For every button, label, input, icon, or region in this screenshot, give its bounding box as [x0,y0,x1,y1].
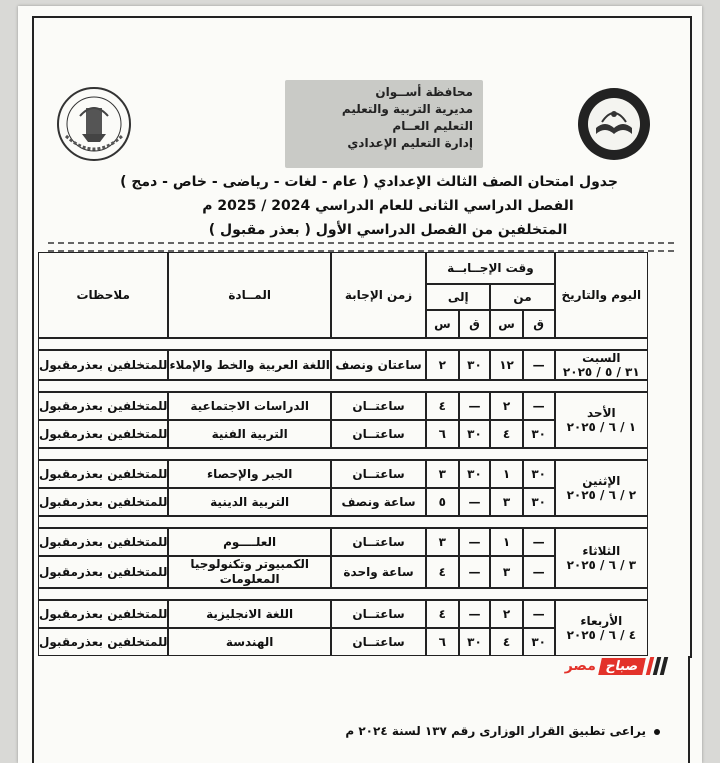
subject-cell: الجبر والإحصاء [168,460,330,488]
exam-title-block [120,170,618,242]
watermark-bars-icon [648,657,666,675]
exam-date: ٤ / ٦ / ٢٠٢٥ [566,628,637,642]
to-minute-cell: ٣٠ [459,350,491,380]
from-minute-cell: ٣٠ [523,460,555,488]
to-minute-cell: — [459,488,491,516]
day-date-cell [555,392,648,448]
day-name: الثلاثاء [582,544,621,558]
notes-cell: للمتخلفين بعذرمقبول [38,556,168,588]
from-hour-cell: ٣ [490,488,522,516]
from-hour-cell: ٢ [490,600,522,628]
exam-date: ٣١ / ٥ / ٢٠٢٥ [562,365,640,379]
header-notes: ملاحظات [38,252,168,338]
from-hour-cell: ٤ [490,420,522,448]
header-from-hour: س [490,310,522,338]
from-hour-cell: ٤ [490,628,522,656]
from-hour-cell: ١٢ [490,350,522,380]
header-subject: المــادة [168,252,330,338]
from-minute-cell: — [523,556,555,588]
education-directorate-seal-icon [56,86,132,162]
subject-cell: التربية الدينية [168,488,330,516]
watermark-word-sabah: صباح [598,658,646,675]
from-minute-cell: — [523,392,555,420]
exam-title-line-2: الفصل الدراسي الثانى للعام الدراسي 2024 / 2025 م [202,198,574,214]
header-day-date: اليوم والتاريخ [555,252,648,338]
subject-cell: اللغة الانجليزية [168,600,330,628]
to-minute-cell: ٣٠ [459,420,491,448]
to-hour-cell: ٥ [426,488,458,516]
header-answer-time: وقت الإجــابــة [426,252,554,284]
notes-cell: للمتخلفين بعذرمقبول [38,420,168,448]
to-hour-cell: ٣ [426,460,458,488]
ministry-book-emblem-icon [576,86,652,162]
day-date-cell [555,528,648,588]
table-row [38,460,648,488]
day-name: الإثنين [582,474,621,488]
day-name: الأحد [586,406,616,420]
bullet-icon [654,729,660,735]
gov-line-3: التعليم العــام [392,119,473,133]
notes-cell: للمتخلفين بعذرمقبول [38,600,168,628]
gov-line-1: محافظة أســوان [375,85,473,99]
from-minute-cell: ٣٠ [523,488,555,516]
table-gap [38,380,648,392]
table-row [38,600,648,628]
watermark-logo [538,655,666,677]
frame-edge-left [32,656,34,763]
to-hour-cell: ٤ [426,600,458,628]
subject-cell: التربية الفنية [168,420,330,448]
header-from: من [490,284,554,310]
to-minute-cell: — [459,600,491,628]
header-to-minute: ق [459,310,491,338]
from-minute-cell: ٣٠ [523,420,555,448]
notes-cell: للمتخلفين بعذرمقبول [38,392,168,420]
subject-cell: العلــــوم [168,528,330,556]
watermark-word-misr: مصر [564,658,596,674]
duration-cell: ساعة واحدة [331,556,426,588]
from-minute-cell: — [523,350,555,380]
exam-title-line-1: جدول امتحان الصف الثالث الإعدادي ( عام - لغات - رياضى - خاص - دمج ) [120,174,618,190]
header-to-hour: س [426,310,458,338]
table-gap [38,588,648,600]
header-from-minute: ق [523,310,555,338]
day-date-cell [555,460,648,516]
to-minute-cell: — [459,528,491,556]
duration-cell: ساعتــان [331,420,426,448]
exam-date: ٣ / ٦ / ٢٠٢٥ [566,558,637,572]
header-duration: زمن الإجابة [331,252,426,338]
duration-cell: ساعتان ونصف [331,350,426,380]
day-name: السبت [582,351,621,365]
to-hour-cell: ٣ [426,528,458,556]
subject-cell: الكمبيوتر وتكنولوجيا المعلومات [168,556,330,588]
footer-note [200,724,660,738]
to-minute-cell: — [459,556,491,588]
to-minute-cell: — [459,392,491,420]
notes-cell: للمتخلفين بعذرمقبول [38,528,168,556]
to-hour-cell: ٦ [426,628,458,656]
table-gap [38,338,648,350]
duration-cell: ساعة ونصف [331,488,426,516]
exam-date: ٢ / ٦ / ٢٠٢٥ [566,488,637,502]
day-name: الأربعاء [580,614,623,628]
table-row [38,528,648,556]
from-minute-cell: — [523,600,555,628]
exam-title-line-3: المتخلفين من الفصل الدراسي الأول ( بعذر مقبول ) [208,222,568,238]
to-hour-cell: ٤ [426,556,458,588]
table-row [38,392,648,420]
from-hour-cell: ١ [490,460,522,488]
to-hour-cell: ٢ [426,350,458,380]
to-minute-cell: ٣٠ [459,460,491,488]
table-gap [38,448,648,460]
from-hour-cell: ١ [490,528,522,556]
subject-cell: الدراسات الاجتماعية [168,392,330,420]
duration-cell: ساعتــان [331,460,426,488]
exam-date: ١ / ٦ / ٢٠٢٥ [566,420,637,434]
table-gap [38,516,648,528]
day-date-cell [555,600,648,656]
subject-cell: الهندسة [168,628,330,656]
footer-note-text: يراعى تطبيق القرار الوزارى رقم ١٣٧ لسنة ٢٠٢٤ م [345,724,646,738]
header-to: إلى [426,284,490,310]
gov-line-4: إدارة التعليم الإعدادي [347,136,473,150]
subject-cell: اللغة العربية والخط والإملاء [168,350,330,380]
notes-cell: للمتخلفين بعذرمقبول [38,488,168,516]
exam-schedule-table [38,252,648,656]
gov-line-2: مديرية التربية والتعليم [341,102,473,116]
frame-edge-right [688,656,690,763]
from-hour-cell: ٣ [490,556,522,588]
from-minute-cell: — [523,528,555,556]
table-row [38,350,648,380]
header-separator [48,242,674,252]
from-minute-cell: ٣٠ [523,628,555,656]
to-minute-cell: ٣٠ [459,628,491,656]
day-date-cell [555,350,648,380]
duration-cell: ساعتــان [331,392,426,420]
from-hour-cell: ٢ [490,392,522,420]
to-hour-cell: ٤ [426,392,458,420]
to-hour-cell: ٦ [426,420,458,448]
notes-cell: للمتخلفين بعذرمقبول [38,460,168,488]
governorate-header-box [285,80,483,168]
duration-cell: ساعتــان [331,628,426,656]
duration-cell: ساعتــان [331,600,426,628]
notes-cell: للمتخلفين بعذرمقبول [38,628,168,656]
duration-cell: ساعتــان [331,528,426,556]
notes-cell: للمتخلفين بعذرمقبول [38,350,168,380]
